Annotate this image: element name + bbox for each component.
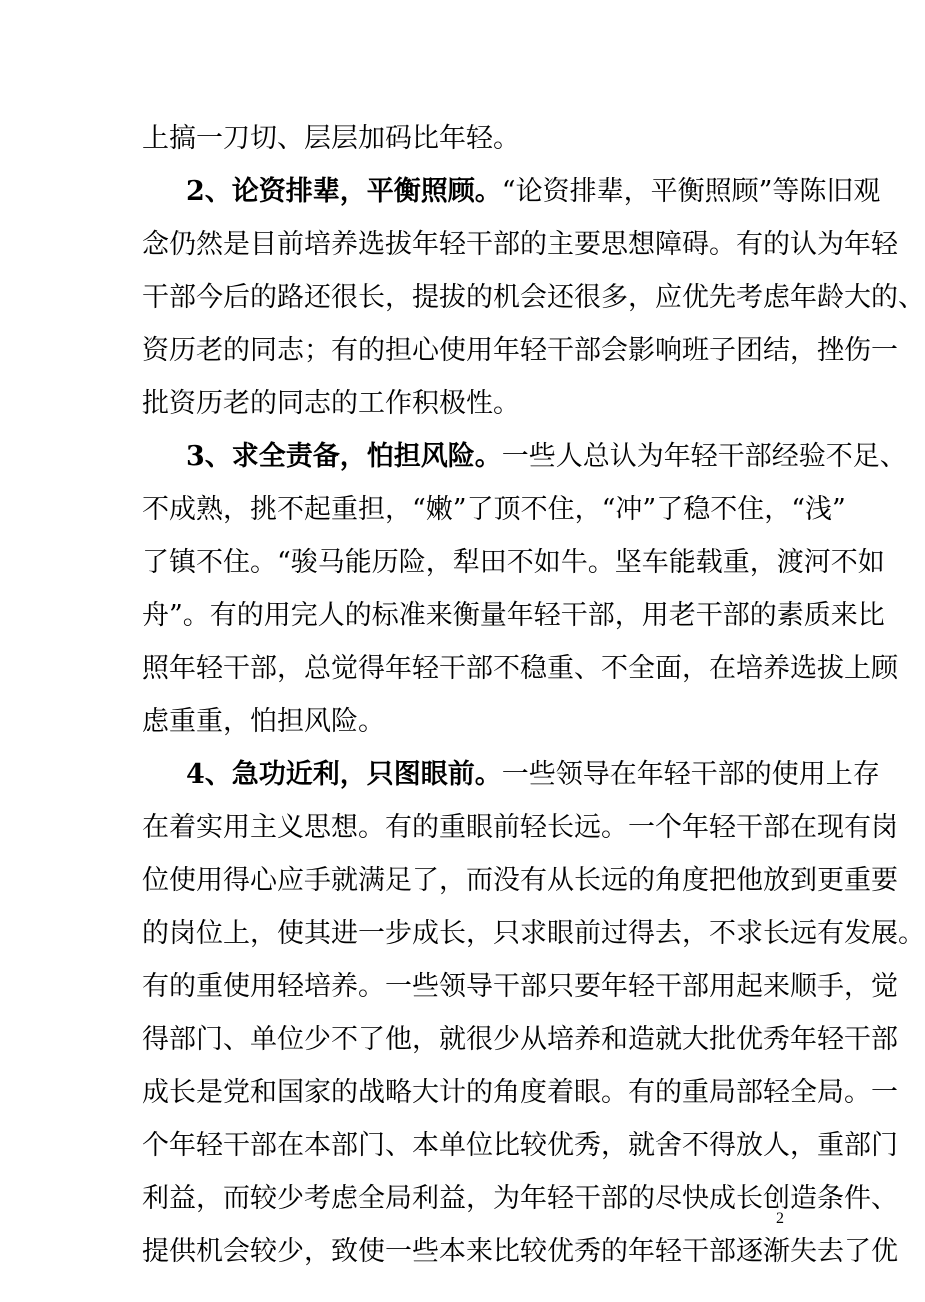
paragraph-line: 照年轻干部，总觉得年轻干部不稳重、不全面，在培养选拔上顾 xyxy=(142,653,898,684)
paragraph-line: 了镇不住。“骏马能历险，犁田不如牛。坚车能载重，渡河不如 xyxy=(142,547,885,578)
page-number: 2 xyxy=(776,1210,784,1227)
paragraph-line: 虑重重，怕担风险。 xyxy=(142,706,385,737)
paragraph-line: 成长是党和国家的战略大计的角度着眼。有的重局部轻全局。一 xyxy=(142,1077,898,1108)
paragraph-heading: 4、急功近利，只图眼前。 xyxy=(186,759,502,790)
paragraph-heading: 2、论资排辈，平衡照顾。 xyxy=(186,176,502,207)
paragraph-heading: 3、求全责备，怕担风险。 xyxy=(186,441,502,472)
paragraph-line: 利益，而较少考虑全局利益，为年轻干部的尽快成长创造条件、 xyxy=(142,1183,898,1214)
paragraph-line: 提供机会较少，致使一些本来比较优秀的年轻干部逐渐失去了优 xyxy=(142,1236,898,1267)
paragraph-line: 有的重使用轻培养。一些领导干部只要年轻干部用起来顺手，觉 xyxy=(142,971,898,1002)
paragraph-line: 的岗位上，使其进一步成长，只求眼前过得去，不求长远有发展。 xyxy=(142,918,925,949)
paragraph-line: 干部今后的路还很长，提拔的机会还很多，应优先考虑年龄大的、 xyxy=(142,282,925,313)
paragraph-line: 位使用得心应手就满足了，而没有从长远的角度把他放到更重要 xyxy=(142,865,898,896)
paragraph-text: 一些领导在年轻干部的使用上存 xyxy=(501,759,880,790)
paragraph-line: 不成熟，挑不起重担，“嫩”了顶不住，“冲”了稳不住，“浅” xyxy=(142,494,846,525)
paragraph-line: 个年轻干部在本部门、本单位比较优秀，就舍不得放人，重部门 xyxy=(142,1130,898,1161)
paragraph-text: 一些人总认为年轻干部经验不足、 xyxy=(501,441,907,472)
paragraph-first-line xyxy=(142,165,881,218)
paragraph-line: 舟”。有的用完人的标准来衡量年轻干部，用老干部的素质来比 xyxy=(142,600,885,631)
paragraph-line: 资历老的同志；有的担心使用年轻干部会影响班子团结，挫伤一 xyxy=(142,335,898,366)
paragraph-line: 念仍然是目前培养选拔年轻干部的主要思想障碍。有的认为年轻 xyxy=(142,229,898,260)
paragraph-first-line xyxy=(142,430,907,483)
paragraph-line: 得部门、单位少不了他，就很少从培养和造就大批优秀年轻干部 xyxy=(142,1024,898,1055)
paragraph-first-line xyxy=(142,748,880,801)
paragraph-line: 批资历老的同志的工作积极性。 xyxy=(142,388,520,419)
paragraph-line: 上搞一刀切、层层加码比年轻。 xyxy=(142,123,520,154)
document-body xyxy=(142,112,925,1278)
paragraph-line: 在着实用主义思想。有的重眼前轻长远。一个年轻干部在现有岗 xyxy=(142,812,898,843)
paragraph-text: “论资排辈，平衡照顾”等陈旧观 xyxy=(501,176,881,207)
